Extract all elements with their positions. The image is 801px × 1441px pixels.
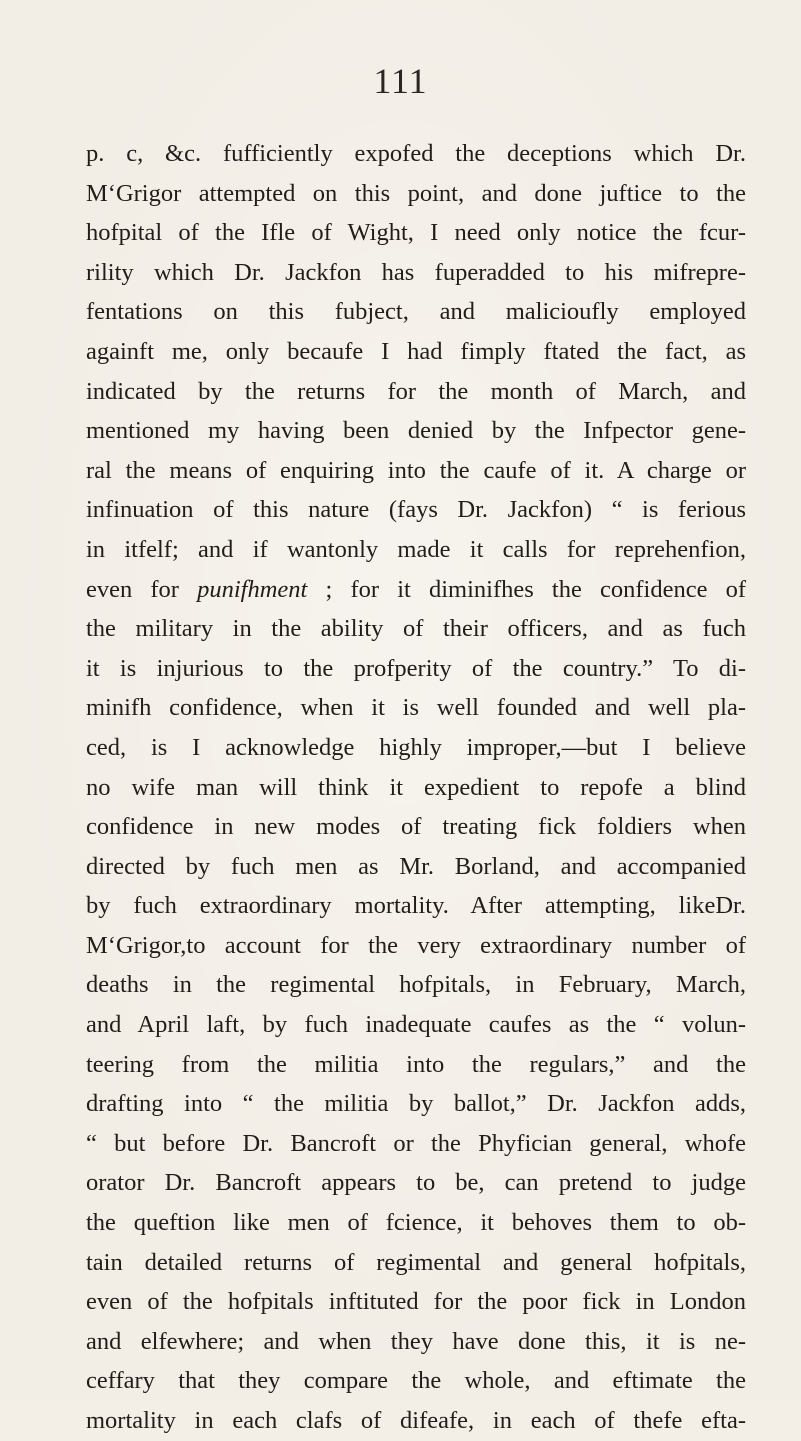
text-line: drafting into “ the militia by ballot,” Dr. Jackfon adds, — [86, 1090, 746, 1118]
text-line: M‘Grigor attempted on this point, and done juftice to the — [86, 179, 746, 207]
italic-word: punifhment — [197, 575, 308, 603]
text-line: by fuch extraordinary mortality. After attempting, likeDr. — [86, 892, 746, 920]
text-line: againft me, only becaufe I had fimply ftated the fact, as — [86, 337, 746, 365]
text-line: orator Dr. Bancroft appears to be, can pretend to judge — [86, 1169, 746, 1197]
text-line: deaths in the regimental hofpitals, in February, March, — [86, 971, 746, 999]
text-line: and elfewhere; and when they have done this, it is ne- — [86, 1327, 746, 1355]
text-line: it is injurious to the profperity of the country.” To di- — [86, 654, 746, 682]
text-line: the military in the ability of their officers, and as fuch — [86, 615, 746, 643]
text-line: directed by fuch men as Mr. Borland, and accompanied — [86, 852, 746, 880]
text-line: hofpital of the Ifle of Wight, I need only notice the fcur- — [86, 219, 746, 247]
text-line: ceffary that they compare the whole, and eftimate the — [86, 1367, 746, 1395]
text-line: ral the means of enquiring into the caufe of it. A charge or — [86, 456, 746, 484]
text-line: infinuation of this nature (fays Dr. Jackfon) “ is ferious — [86, 496, 746, 524]
text-line: tain detailed returns of regimental and general hofpitals, — [86, 1248, 746, 1276]
text-line: teering from the militia into the regulars,” and the — [86, 1050, 746, 1078]
text-line: confidence in new modes of treating fick foldiers when — [86, 813, 746, 841]
text-line-with-italic — [86, 570, 746, 610]
text-line: fentations on this fubject, and malicioufly employed — [86, 298, 746, 326]
text-line: indicated by the returns for the month of March, and — [86, 377, 746, 405]
text-line: in itfelf; and if wantonly made it calls for reprehenfion, — [86, 535, 746, 563]
text-line: M‘Grigor,to account for the very extraordinary number of — [86, 931, 746, 959]
text-fragment: even for — [86, 575, 179, 603]
text-line: p. c, &c. fufficiently expofed the deceptions which Dr. — [86, 140, 746, 167]
text-fragment: ; for it diminifhes the confidence of — [325, 575, 747, 603]
body-text — [86, 134, 746, 1441]
text-line: even of the hofpitals inftituted for the poor fick in London — [86, 1288, 746, 1316]
text-line: rility which Dr. Jackfon has fuperadded to his mifrepre- — [86, 258, 746, 286]
text-line: minifh confidence, when it is well founded and well pla- — [86, 694, 746, 722]
text-line: ced, is I acknowledge highly improper,—but I believe — [86, 733, 746, 761]
text-line: mortality in each clafs of difeafe, in each of thefe efta- — [86, 1407, 746, 1434]
text-line: no wife man will think it expedient to repofe a blind — [86, 773, 746, 801]
text-line: and April laft, by fuch inadequate caufes as the “ volun- — [86, 1011, 746, 1039]
text-line: the queftion like men of fcience, it behoves them to ob- — [86, 1209, 746, 1237]
text-line: “ but before Dr. Bancroft or the Phyfician general, whofe — [86, 1129, 746, 1157]
text-line: mentioned my having been denied by the Infpector gene- — [86, 417, 746, 445]
page-number: 111 — [373, 61, 428, 101]
